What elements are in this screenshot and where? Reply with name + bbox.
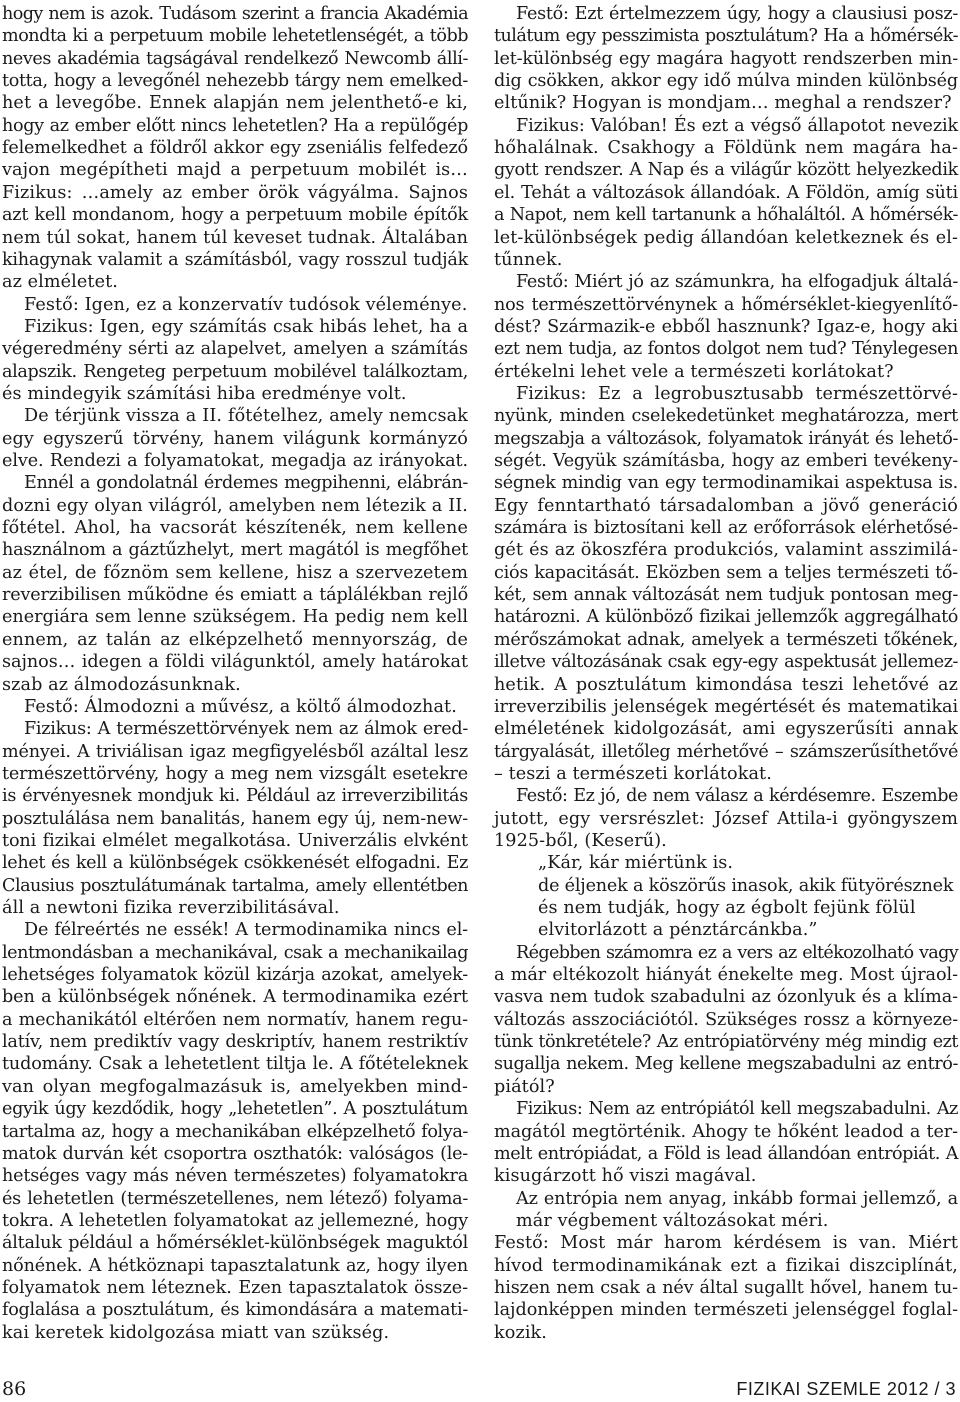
text-line: De térjünk vissza a II. főtételhez, amely nemcsak	[24, 406, 468, 427]
journal-footer: FIZIKAI SZEMLE 2012 / 3	[736, 1379, 956, 1399]
text-line: két, sem annak változását nem tudjuk pontosan meg-	[494, 585, 958, 606]
text-line: Festő: Ezt értelmezzem úgy, hogy a clausiusi posz-	[516, 4, 958, 24]
text-line: – teszi a természeti korlátokat.	[494, 763, 772, 784]
text-line: latív, nem prediktív vagy deskriptív, hanem restriktív	[2, 1032, 468, 1053]
text-line: Fizikus: Nem az entrópiától kell megszabadulni. Az	[516, 1099, 958, 1120]
text-line: tárgyalását, illetőleg mérhetővé – számszerűsíthetővé	[494, 741, 958, 762]
text-line: a mechanikától eltérően nem normatív, hanem regu-	[2, 1009, 468, 1030]
text-line: tartalma az, hogy a mechanikában elképzelhető folya-	[2, 1121, 468, 1142]
text-line: melt entrópiádat, a Föld is lead állandóan entrópiát. A	[494, 1143, 958, 1164]
text-line: lentmondásban a mechanikával, csak a mechanikailag	[2, 942, 468, 963]
text-line: piától?	[494, 1076, 555, 1097]
text-line: Festő: Ez jó, de nem válasz a kérdésemre. Eszembe	[516, 786, 958, 807]
text-line: áll a newtoni fizika reverzibilitásával.	[2, 898, 340, 918]
text-line: gyott rendszer. A Nap és a világűr között helyezkedik	[494, 160, 958, 181]
text-line: tünk tönkretétele? Az entrópiatörvény még mindig ezt	[494, 1032, 958, 1053]
text-line: egyik úgy kezdődik, hogy „lehetetlen”. A posztulátum	[2, 1099, 468, 1120]
text-line: neves akadémia tagságával rendelkező Newcomb állí-	[2, 48, 468, 69]
text-line: mérőszámokat adnak, amelyek a természeti tőkének,	[494, 629, 958, 650]
text-line: let-különbség egy magára hagyott rendszerben min-	[494, 48, 958, 69]
text-line: kisugárzott hő viszi magával.	[494, 1166, 757, 1187]
text-line: ezt nem tudja, az fontos dolgot nem tud? Ténylegesen	[494, 339, 958, 360]
text-line: Festő: Igen, ez a konzervatív tudósok véleménye.	[24, 294, 468, 315]
text-line: végeredmény sérti az alapelvet, amelyen a számítás	[2, 339, 468, 360]
text-line: el. Tehát a változások állandóak. A Földön, amíg süti	[494, 182, 958, 203]
text-line: energiára sem lenne szükségem. Ha pedig nem kell	[2, 607, 468, 628]
text-line: irreverzibilis jelenségek megértését és matematikai	[494, 696, 958, 717]
text-line: toni fizikai elmélet megalkotása. Univerzális elvként	[2, 830, 468, 851]
text-line: határozni. A különböző fizikai jellemzők aggregálható	[494, 607, 958, 628]
text-line: és nem tudják, hogy az égbolt fejünk fölül	[538, 898, 916, 918]
text-line: nos természettörvénynek a hőmérséklet-kiegyenlítő-	[494, 294, 958, 315]
text-line: ményei. A triviálisan igaz megfigyelésből azáltal lesz	[2, 741, 468, 762]
text-line: 1925-ből, (Keserű).	[494, 830, 667, 851]
text-line: alapszik. Rengeteg perpetuum mobilével találkoztam,	[2, 361, 468, 382]
text-line: sajnos… idegen a földi világunktól, amely határokat	[2, 652, 468, 673]
text-line: és mindegyik számítási hiba eredménye volt.	[2, 383, 407, 404]
text-line: kozik.	[494, 1322, 548, 1343]
text-line: változás asszociációtól. Szükséges rossz a környeze-	[494, 1009, 958, 1030]
text-line: Fizikus: Igen, egy számítás csak hibás lehet, ha a	[24, 316, 468, 337]
text-line: természettörvény, hogy a meg nem vizsgált esetekre	[2, 763, 468, 784]
text-line: de éljenek a köszörűs inasok, akik fütyörésznek	[538, 875, 954, 896]
text-line: lajdonképpen minden természeti jelenséggel foglal-	[494, 1300, 958, 1321]
text-line: tokra. A lehetetlen folyamatokat az jellemezné, hogy	[2, 1210, 468, 1231]
text-line: magától megtörténik. Ahogy te hőként leadod a ter-	[494, 1121, 958, 1142]
text-line: Clausius posztulátumának tartalma, amely ellentétben	[2, 875, 468, 896]
text-line: De félreértés ne essék! A termodinamika nincs el-	[24, 920, 468, 941]
text-line: hívod termodinamikának ezt a fizikai diszciplínát,	[494, 1255, 958, 1276]
text-line: szab az álmodozásunknak.	[2, 674, 241, 695]
text-line: tulátum egy pesszimista posztulátum? Ha a hőmérsék-	[494, 26, 958, 47]
text-line: ben a különbségek nőnének. A termodinamika ezért	[2, 987, 468, 1008]
text-line: vasva nem tudok szabadulni az ózonlyuk és a klíma-	[494, 987, 958, 1008]
text-line: az étel, de főznöm sem kellene, hisz a szervezetem	[2, 562, 468, 583]
text-line: is érvényesnek mondjuk ki. Például az irreverzibilitás	[2, 786, 468, 807]
text-line: illetve változásának csak egy-egy aspektusát jellemez-	[494, 652, 958, 673]
text-line: hetik. A posztulátum kimondása teszi lehetővé az	[494, 674, 958, 695]
text-line: „Kár, kár miértünk is.	[538, 853, 734, 874]
text-line: dozni egy olyan világról, amelyben nem létezik a II.	[2, 495, 468, 516]
text-line: felemelkedhet a földről akkor egy zseniális felfedező	[2, 138, 468, 159]
text-line: elvitorlázott a pénztárcánkba.”	[538, 920, 818, 941]
text-line: dést? Származik-e ebből hasznunk? Igaz-e, hogy aki	[494, 316, 958, 337]
text-line: sugallja nekem. Meg kellene megszabadulni az entró-	[494, 1054, 958, 1075]
text-line: főtétel. Ahol, ha vacsorát készítenék, nem kellene	[2, 518, 468, 539]
text-line: Fizikus: …amely az ember örök vágyálma. Sajnos	[2, 182, 468, 203]
text-line: Fizikus: A természettörvények nem az álmok ered-	[24, 719, 468, 740]
text-line: Régebben számomra ez a vers az eltékozolható vagy	[516, 942, 958, 963]
text-line: nem túl sokat, hanem túl keveset tudnak. Általában	[2, 227, 468, 248]
text-line: számára is biztosítani kell az erőforrások elérhetősé-	[494, 518, 958, 539]
page-number: 86	[2, 1378, 27, 1400]
text-line: Festő: Álmodozni a művész, a költő álmodozhat.	[24, 696, 457, 717]
text-line: mondta ki a perpetuum mobile lehetetlenségét, a több	[2, 26, 468, 47]
text-line: és lehetetlen (természetellenes, nem létező) folyama-	[2, 1188, 468, 1209]
text-line: Fizikus: Valóban! És ezt a végső állapotot nevezik	[516, 115, 958, 136]
text-line: egy egyszerű törvény, hanem világunk kormányzó	[2, 428, 468, 449]
text-line: már végbement változásokat méri.	[516, 1210, 829, 1231]
text-line: nőnének. A hétköznapi tapasztalatunk az, hogy ilyen	[2, 1255, 468, 1276]
text-line: a Napot, nem kell tartanunk a hőhaláltól. A hőmérsék-	[494, 205, 958, 226]
text-line: elve. Rendezi a folyamatokat, megadja az irányokat.	[2, 451, 468, 471]
text-line: totta, hogy a levegőnél nehezebb tárgy nem emelked-	[2, 71, 468, 92]
text-line: hőhalálnak. Csakhogy a Földünk nem magára ha-	[494, 138, 958, 159]
text-line: ségnek mindig van egy termodinamikai aspektusa is.	[494, 473, 958, 494]
text-line: hogy nem is azok. Tudásom szerint a francia Akadémia	[2, 4, 468, 24]
text-line: Fizikus: Ez a legrobusztusabb természettörvé-	[516, 383, 958, 404]
text-line: ségét. Vegyük számításba, hogy az emberi tevékeny-	[494, 451, 958, 471]
text-line: hogy az ember előtt nincs lehetetlen? Ha a repülőgép	[2, 115, 468, 136]
text-line: kihagynak valamit a számításból, vagy rosszul tudják	[2, 249, 468, 270]
text-line: tűnnek.	[494, 249, 563, 270]
text-line: Egy fenntartható társadalomban a jövő generáció	[494, 495, 958, 516]
text-line: jutott, egy versrészlet: József Attila-i gyöngyszem	[494, 808, 958, 829]
text-line: het a levegőbe. Ennek alapján nem jelenthető-e ki,	[2, 93, 468, 114]
text-line: elméletének kidolgozását, ami egyszerűsíti annak	[494, 719, 958, 740]
text-line: hiszen nem csak a név által sugallt hővel, hanem tu-	[494, 1277, 958, 1298]
text-line: reverzibilisen működne és emiatt a táplálékban rejlő	[2, 585, 468, 606]
text-line: posztulálása nem banalitás, hanem egy új, nem-new-	[2, 808, 468, 829]
text-line: let-különbségek pedig állandóan keletkeznek és el-	[494, 227, 958, 248]
text-line: kai keretek kidolgozása miatt van szükség.	[2, 1322, 390, 1343]
text-line: használnom a gáztűzhelyt, mert magától is megfőhet	[2, 540, 468, 561]
text-line: Ennél a gondolatnál érdemes megpihenni, elábrán-	[24, 473, 468, 494]
text-line: dig csökken, akkor egy idő múlva minden különbség	[494, 71, 958, 92]
text-line: megszabja a változások, folyamatok irányát és lehető-	[494, 428, 958, 449]
text-line: nyünk, minden cselekedetünket meghatározza, mert	[494, 406, 958, 427]
text-line: Festő: Miért jó az számunkra, ha elfogadjuk általá-	[516, 272, 958, 293]
text-line: Az entrópia nem anyag, inkább formai jellemző, a	[516, 1188, 958, 1209]
text-line: ennem, az talán az elképzelhető mennyország, de	[2, 629, 468, 650]
text-line: lehet és kell a különbségek csökkenését elfogadni. Ez	[2, 853, 468, 874]
text-line: vajon megépítheti majd a perpetuum mobilét is…	[2, 160, 468, 181]
text-line: van olyan megfogalmazásuk is, amelyekben mind-	[2, 1076, 468, 1097]
text-line: eltűnik? Hogyan is mondjam… meghal a rendszer?	[494, 93, 952, 114]
text-line: azt kell mondanom, hogy a perpetuum mobile építők	[2, 205, 468, 226]
text-line: általuk például a hőmérséklet-különbségek maguktól	[2, 1233, 468, 1254]
text-line: gét és az ökoszféra produkciós, valamint asszimilá-	[494, 540, 958, 561]
text-line: foglalása a posztulátum, és kimondására a matemati-	[2, 1300, 468, 1321]
text-line: értékelni lehet vele a természeti korlátokat?	[494, 361, 894, 382]
text-line: lehetséges folyamatok közül kizárja azokat, amelyek-	[2, 965, 468, 986]
text-line: tudomány. Csak a lehetetlent tiltja le. A főtételeknek	[2, 1054, 468, 1075]
text-line: folyamatok nem léteznek. Ezen tapasztalatok össze-	[2, 1277, 468, 1298]
text-line: Festő: Most már harom kérdésem is van. Miért	[494, 1233, 958, 1254]
text-line: ciós kapacitását. Eközben sem a teljes természeti tő-	[494, 562, 958, 583]
text-line: a már eltékozolt hiányát énekelte meg. Most újraol-	[494, 965, 958, 986]
text-line: az elméletet.	[2, 272, 118, 293]
text-line: matok durván két csoportra oszthatók: valóságos (le-	[2, 1143, 468, 1164]
text-line: hetséges vagy más néven természetes) folyamatokra	[2, 1166, 468, 1187]
